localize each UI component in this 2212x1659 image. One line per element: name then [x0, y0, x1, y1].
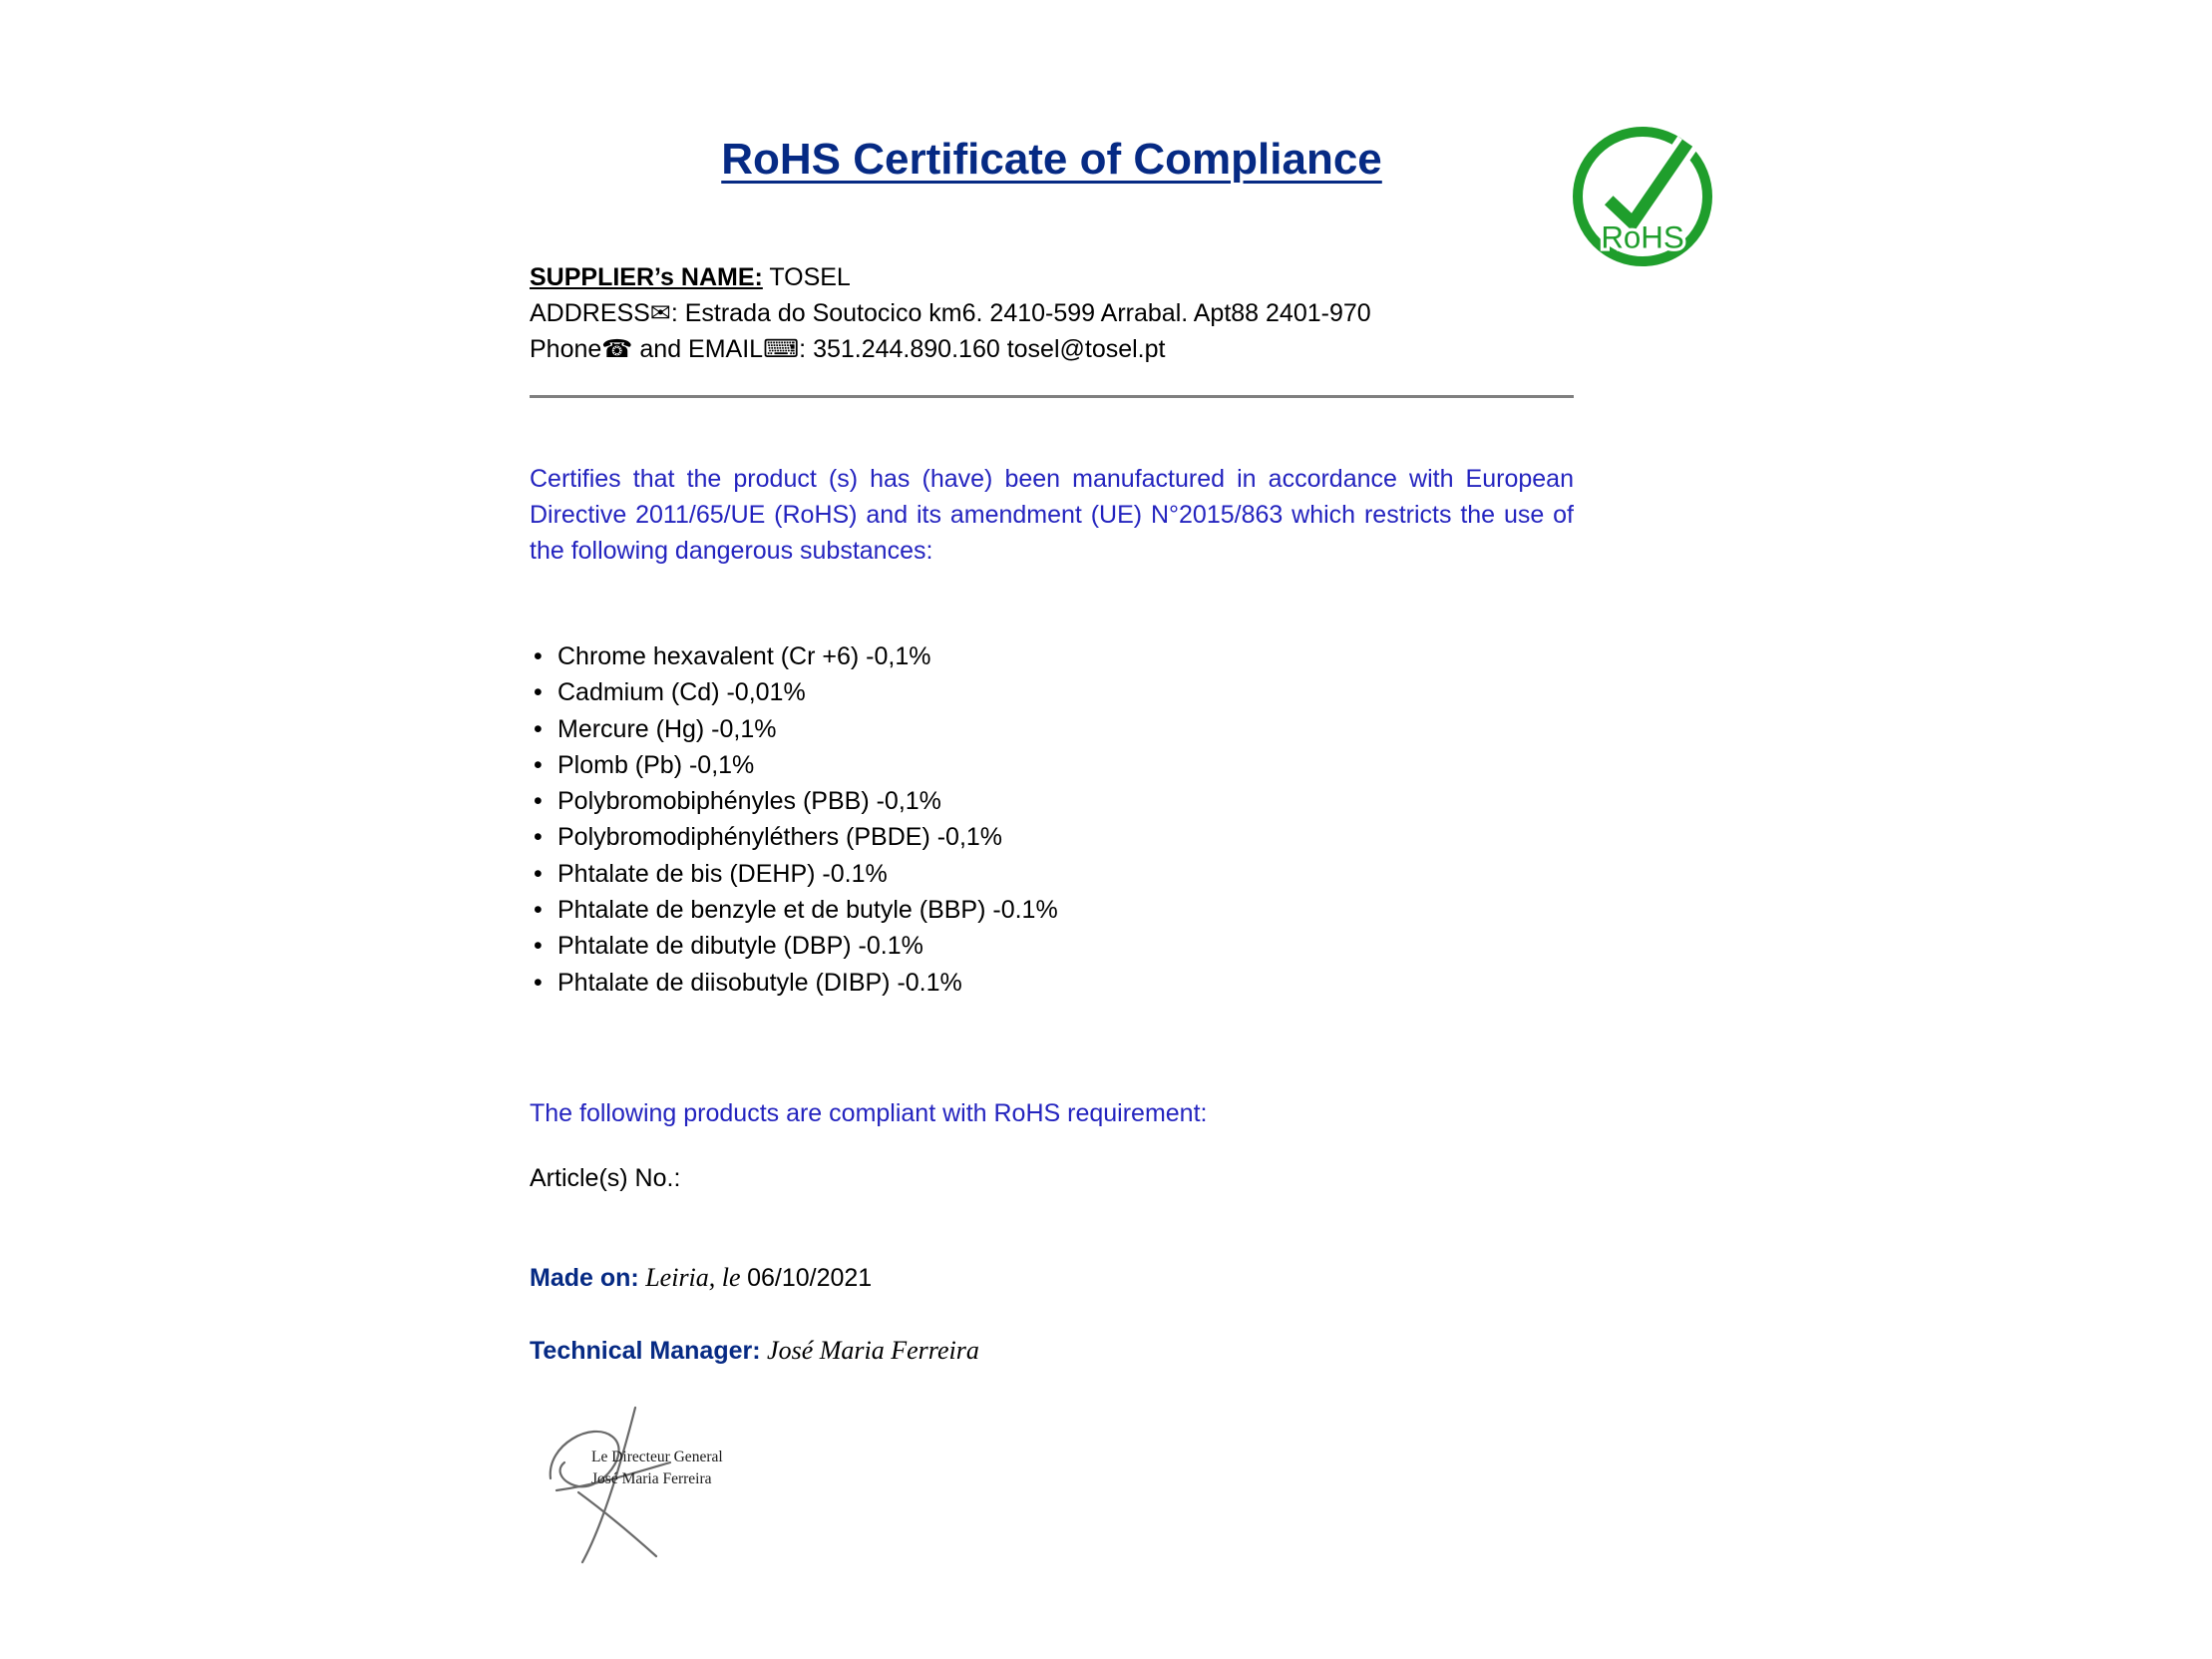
phone-label: Phone — [530, 335, 602, 363]
supplier-name-value: TOSEL — [762, 263, 851, 291]
substance-text: Phtalate de diisobutyle (DIBP) -0.1% — [557, 968, 962, 997]
address-value: : Estrada do Soutocico km6. 2410-599 Arrabal. Apt88 2401-970 — [670, 299, 1371, 327]
telephone-icon: ☎ — [601, 334, 633, 363]
phone-email-value: : 351.244.890.160 tosel@tosel.pt — [799, 335, 1166, 363]
rohs-logo-graphic — [1568, 122, 1717, 271]
certification-paragraph: Certifies that the product (s) has (have) been manufactured in accordance with European Directive 2011/65/UE (RoHS) and its amendment (UE) N°2015/863 which restricts the use of the following dangerous substances: — [530, 465, 1574, 565]
computer-icon: ⌨ — [763, 334, 800, 363]
substance-text: Mercure (Hg) -0,1% — [557, 714, 777, 743]
signature-block — [539, 1405, 750, 1566]
signature-name-line: José Maria Ferreira — [591, 1470, 712, 1487]
substance-text: Polybromodiphényléthers (PBDE) -0,1% — [557, 823, 1003, 852]
envelope-icon: ✉ — [649, 298, 671, 327]
substance-text: Polybromobiphényles (PBB) -0,1% — [557, 787, 941, 816]
substance-text: Cadmium (Cd) -0,01% — [557, 678, 806, 707]
substance-item — [532, 928, 1576, 964]
and-email-label: and EMAIL — [632, 335, 764, 363]
supplier-phone-line — [530, 331, 1574, 367]
substance-item — [532, 747, 1576, 783]
supplier-address-line — [530, 295, 1574, 331]
substance-item — [532, 711, 1576, 747]
technical-manager-label: Technical Manager: — [530, 1337, 761, 1365]
technical-manager-line — [530, 1336, 979, 1366]
rohs-logo — [1568, 122, 1717, 271]
rohs-logo-label: RoHS — [1601, 219, 1684, 255]
compliance-statement: The following products are compliant with RoHS requirement: — [530, 1099, 1208, 1127]
substance-item — [532, 856, 1576, 892]
signature-text — [591, 1447, 723, 1490]
divider-rule — [530, 395, 1574, 398]
supplier-name-line — [530, 259, 1574, 295]
signature-title-line: Le Directeur General — [591, 1449, 723, 1465]
made-on-place: Leiria, le — [638, 1263, 748, 1292]
substance-text: Plomb (Pb) -0,1% — [557, 750, 755, 779]
substances-list — [532, 638, 1576, 1001]
substance-item — [532, 783, 1576, 819]
substance-item — [532, 892, 1576, 928]
substance-item — [532, 638, 1576, 674]
substance-text: Chrome hexavalent (Cr +6) -0,1% — [557, 642, 931, 670]
address-label: ADDRESS — [530, 299, 650, 327]
supplier-name-label: SUPPLIER’s NAME: — [530, 263, 763, 291]
substance-item — [532, 674, 1576, 710]
made-on-line — [530, 1263, 872, 1293]
substance-item — [532, 819, 1576, 855]
made-on-date: 06/10/2021 — [747, 1264, 873, 1292]
technical-manager-name: José Maria Ferreira — [760, 1336, 979, 1365]
article-number-label: Article(s) No.: — [530, 1164, 681, 1192]
page-title: RoHS Certificate of Compliance — [721, 135, 1382, 184]
substance-item — [532, 965, 1576, 1001]
substance-text: Phtalate de dibutyle (DBP) -0.1% — [557, 932, 923, 961]
supplier-block — [530, 259, 1574, 367]
made-on-label: Made on: — [530, 1264, 639, 1292]
substance-text: Phtalate de bis (DEHP) -0.1% — [557, 859, 888, 888]
substance-text: Phtalate de benzyle et de butyle (BBP) -0.1% — [557, 896, 1058, 925]
